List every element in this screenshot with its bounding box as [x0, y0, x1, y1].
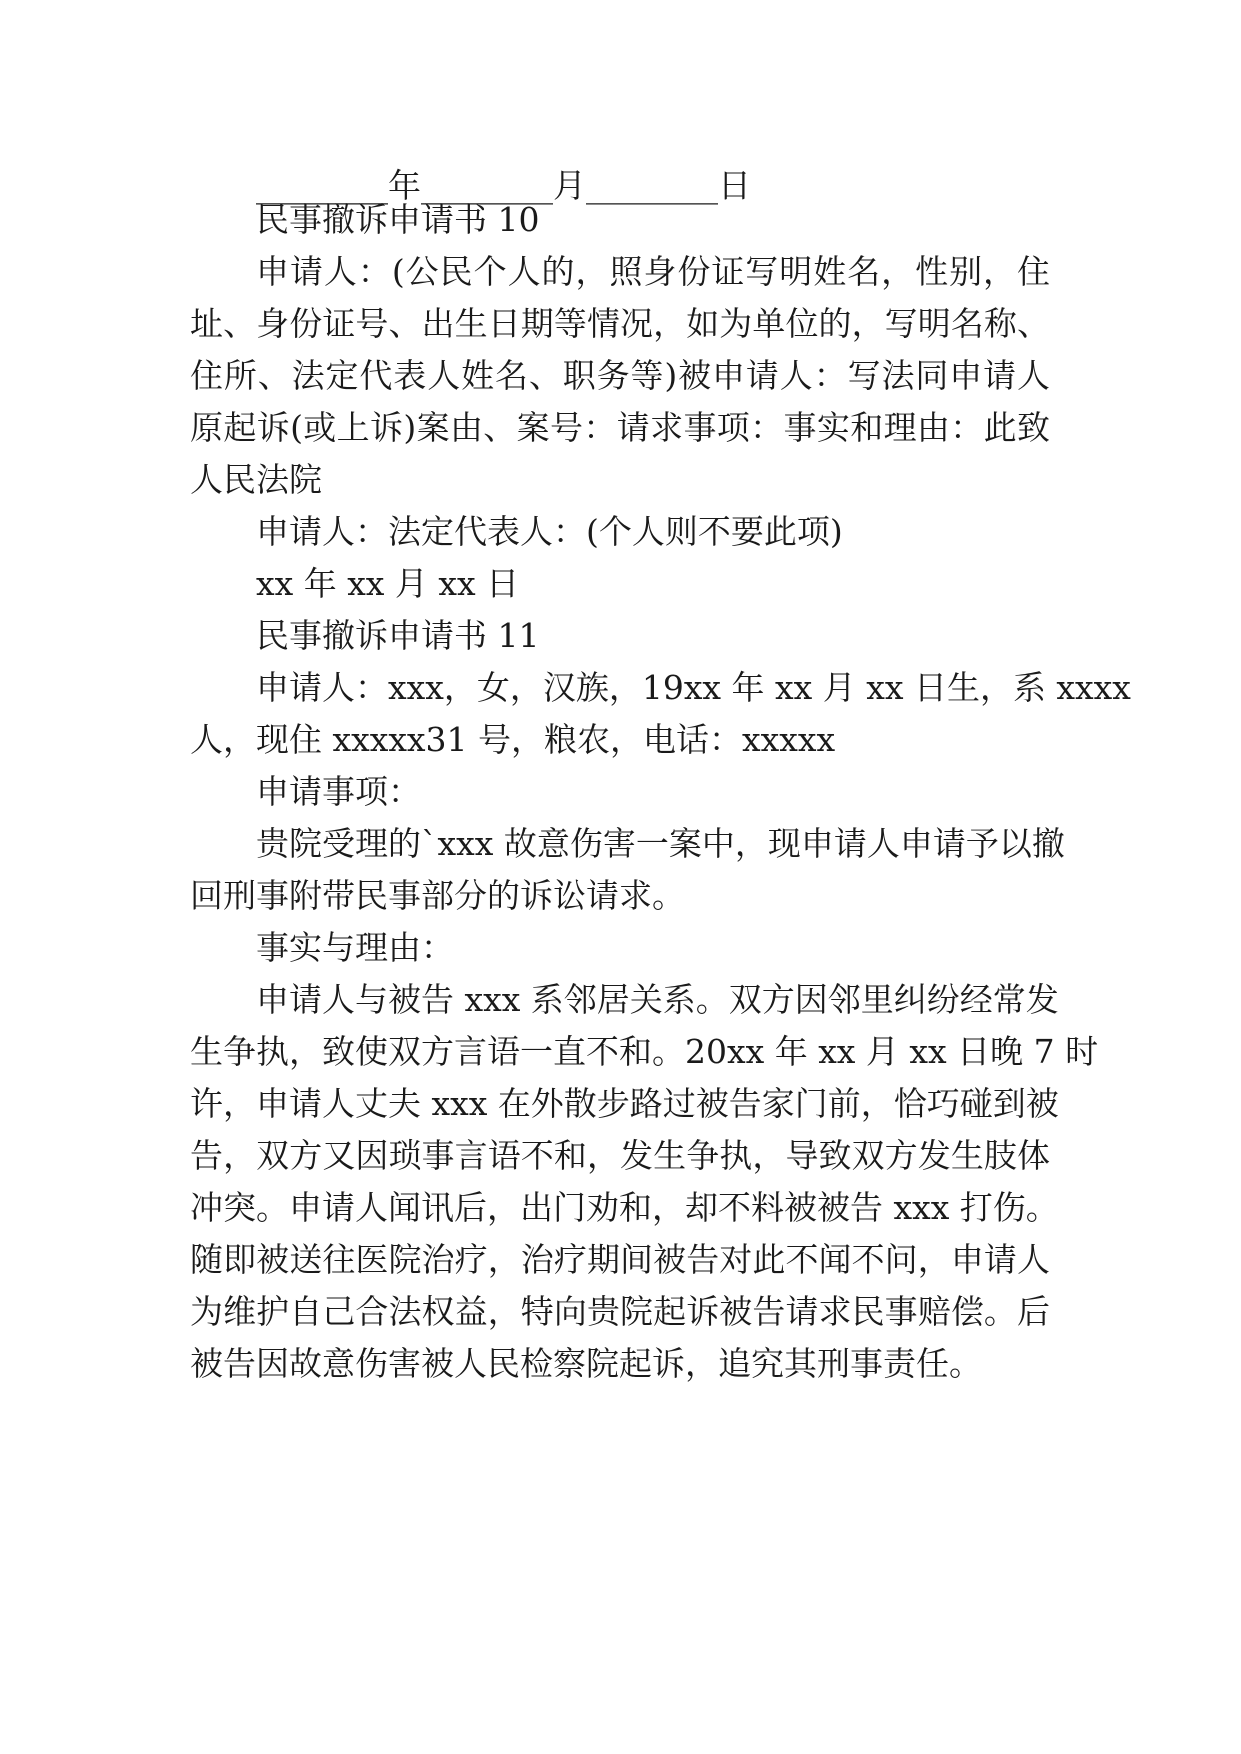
paragraph-line: 为维护自己合法权益，特向贵院起诉被告请求民事赔偿。后 [190, 1292, 1050, 1331]
subheading: 事实与理由： [256, 928, 454, 967]
paragraph-line: 住所、法定代表人姓名、职务等)被申请人：写法同申请人 [190, 356, 1050, 395]
paragraph-line: 申请人：(公民个人的，照身份证写明姓名，性别，住 [256, 252, 1050, 291]
paragraph-line: 址、身份证号、出生日期等情况，如为单位的，写明名称、 [190, 304, 1050, 343]
paragraph-line: 冲突。申请人闻讯后，出门劝和，却不料被被告 xxx 打伤。 [190, 1188, 1059, 1227]
signature-line: 申请人：法定代表人：(个人则不要此项) [256, 512, 843, 551]
paragraph-line: 贵院受理的`xxx 故意伤害一案中，现申请人申请予以撤 [256, 824, 1065, 863]
section-title: 民事撤诉申请书 11 [256, 616, 540, 655]
paragraph-line: 人，现住 xxxxx31 号，粮农，电话：xxxxx [190, 720, 836, 759]
section-title: 民事撤诉申请书 10 [256, 200, 540, 239]
paragraph-line: 许，申请人丈夫 xxx 在外散步路过被告家门前，恰巧碰到被 [190, 1084, 1059, 1123]
paragraph-line: 被告因故意伤害被人民检察院起诉，追究其刑事责任。 [190, 1344, 982, 1383]
paragraph-line: 申请人与被告 xxx 系邻居关系。双方因邻里纠纷经常发 [256, 980, 1059, 1019]
date-blank-line: ________年________月________日 [256, 166, 751, 205]
paragraph-line: 随即被送往医院治疗，治疗期间被告对此不闻不问，申请人 [190, 1240, 1050, 1279]
paragraph-line: 申请人：xxx，女，汉族，19xx 年 xx 月 xx 日生，系 xxxx [256, 668, 1131, 707]
paragraph-line: 人民法院 [190, 460, 322, 499]
paragraph-line: 生争执，致使双方言语一直不和。20xx 年 xx 月 xx 日晚 7 时 [190, 1032, 1099, 1071]
paragraph-line: 告，双方又因琐事言语不和，发生争执，导致双方发生肢体 [190, 1136, 1050, 1175]
paragraph-line: 原起诉(或上诉)案由、案号：请求事项：事实和理由：此致 [190, 408, 1050, 447]
subheading: 申请事项： [256, 772, 421, 811]
date-line: xx 年 xx 月 xx 日 [256, 564, 520, 603]
paragraph-line: 回刑事附带民事部分的诉讼请求。 [190, 876, 685, 915]
